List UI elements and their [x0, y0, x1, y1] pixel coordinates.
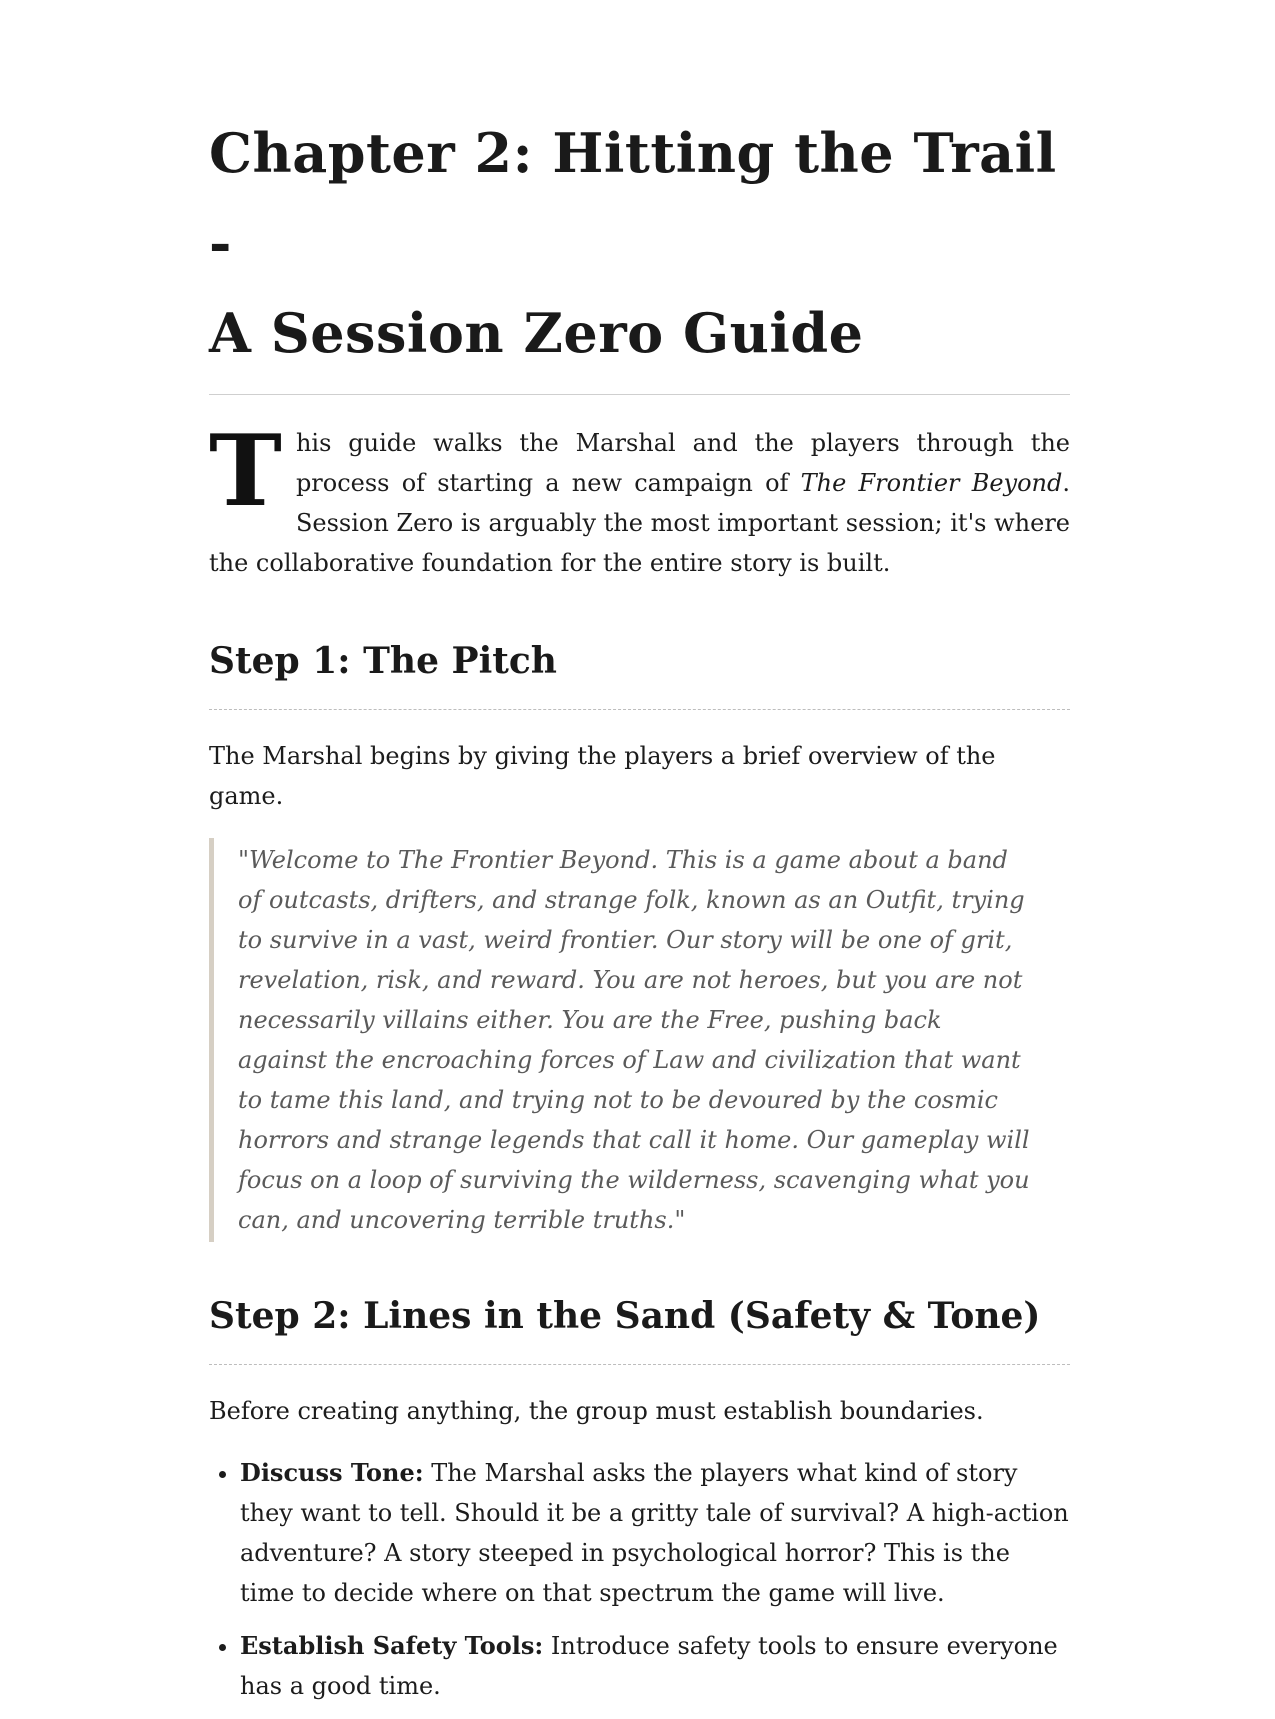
chapter-title-line-2: A Session Zero Guide — [209, 301, 864, 365]
list-item-label: Discuss Tone: — [240, 1458, 424, 1487]
intro-text-a: his guide walks the Marshal and the players through the process of starting a new campaign of — [295, 429, 1070, 497]
drop-cap: T — [209, 414, 282, 529]
step1-body: The Marshal begins by giving the players a brief overview of the game. — [209, 742, 996, 810]
intro-game-title: The Frontier Beyond — [800, 469, 1063, 497]
list-item-safety-tools — [240, 1626, 1070, 1706]
step2-body: Before creating anything, the group must establish boundaries. — [209, 1397, 984, 1425]
step2-heading: Step 2: Lines in the Sand (Safety & Tone) — [209, 1295, 1041, 1337]
step2-divider — [209, 1364, 1070, 1365]
chapter-title — [209, 108, 1070, 378]
title-divider — [209, 394, 1070, 395]
pitch-quote: "Welcome to The Frontier Beyond. This is a game about a band of outcasts, drifters, and strange folk, known as an Outfit, trying to survive in a vast, weird frontier. Our story will be one of grit, revelation, risk, and reward. You are not heroes, but you are not necessarily villains either. You are the Free, pushing back against the encroaching forces of Law and civilization that want to tame this land, and trying not to be devoured by the cosmic horrors and strange legends that call it home. Our gameplay will focus on a loop of surviving the wilderness, scavenging what you can, and uncovering terrible truths." — [209, 838, 1070, 1242]
list-item-text: Introduce safety tools to ensure everyone has a good time. — [240, 1632, 1058, 1700]
list-item-discuss-tone — [240, 1453, 1070, 1613]
step2-list — [209, 1453, 1070, 1706]
step1-divider — [209, 709, 1070, 710]
intro-paragraph — [209, 414, 1071, 583]
step1-heading: Step 1: The Pitch — [209, 640, 557, 682]
list-item-text: The Marshal asks the players what kind of story they want to tell. Should it be a gritty tale of survival? A high-action adventure? A story steeped in psychological horror? This is the time to decide where on that spectrum the game will live. — [240, 1459, 1069, 1607]
intro-text-b: . Session Zero is arguably the most important session; it's where the collaborative foundation for the entire story is built. — [209, 469, 1071, 577]
document-page — [209, 108, 1070, 1719]
chapter-title-line-1: Chapter 2: Hitting the Trail - — [209, 121, 1057, 275]
list-item-label: Establish Safety Tools: — [240, 1631, 544, 1660]
